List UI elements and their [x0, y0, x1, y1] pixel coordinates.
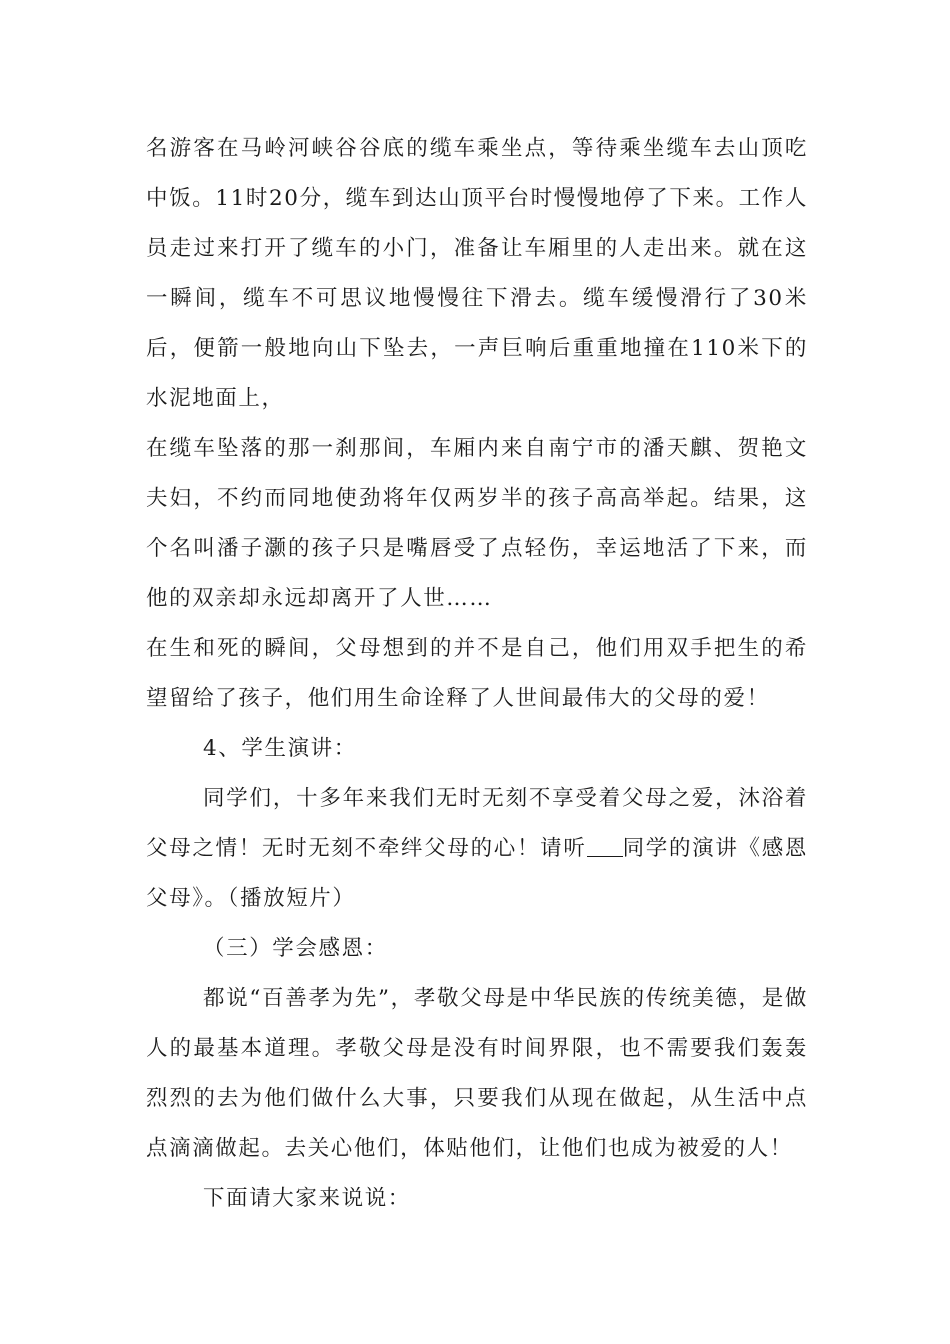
- name-blank: [587, 835, 623, 858]
- paragraph-speech-intro: [146, 774, 808, 924]
- paragraph-invitation: 下面请大家来说说：: [203, 1186, 411, 1211]
- paragraph-parents-love: 在生和死的瞬间，父母想到的并不是自己，他们用双手把生的希望留给了孩子，他们用生命诠释了人世间最伟大的父母的爱！: [146, 636, 808, 711]
- paragraph-parents-lift-child: 在缆车坠落的那一刹那间，车厢内来自南宁市的潘天麒、贺艳文夫妇，不约而同地使劲将年仅两岁半的孩子高高举起。结果，这个名叫潘子灏的孩子只是嘴唇受了点轻伤，幸运地活了下来，而他的双亲却永远却离开了人世……: [146, 436, 808, 611]
- speech-intro-text-end: 同学的演讲《感恩父母》。（播放短片）: [146, 836, 808, 911]
- paragraph-cable-car-story: 名游客在马岭河峡谷谷底的缆车乘坐点，等待乘坐缆车去山顶吃中饭。11时20分，缆车到达山顶平台时慢慢地停了下来。工作人员走过来打开了缆车的小门，准备让车厢里的人走出来。就在这一瞬间，缆车不可思议地慢慢往下滑去。缆车缓慢滑行了30米后，便箭一般地向山下坠去，一声巨响后重重地撞在110米下的水泥地面上，: [146, 136, 808, 411]
- heading-learn-gratitude: （三）学会感恩：: [203, 936, 388, 961]
- paragraph-filial-piety: 都说“百善孝为先”，孝敬父母是中华民族的传统美德，是做人的最基本道理。孝敬父母是没有时间界限，也不需要我们轰轰烈烈的去为他们做什么大事，只要我们从现在做起，从生活中点点滴滴做起。去关心他们，体贴他们，让他们也成为被爱的人！: [146, 986, 808, 1161]
- body-text: [146, 124, 808, 1224]
- heading-student-speech: 4、学生演讲：: [203, 736, 357, 761]
- speech-intro-text: 同学们，十多年来我们无时无刻不享受着父母之爱，沐浴着父母之情！无时无刻不牵绊父母的心！请听: [146, 786, 808, 861]
